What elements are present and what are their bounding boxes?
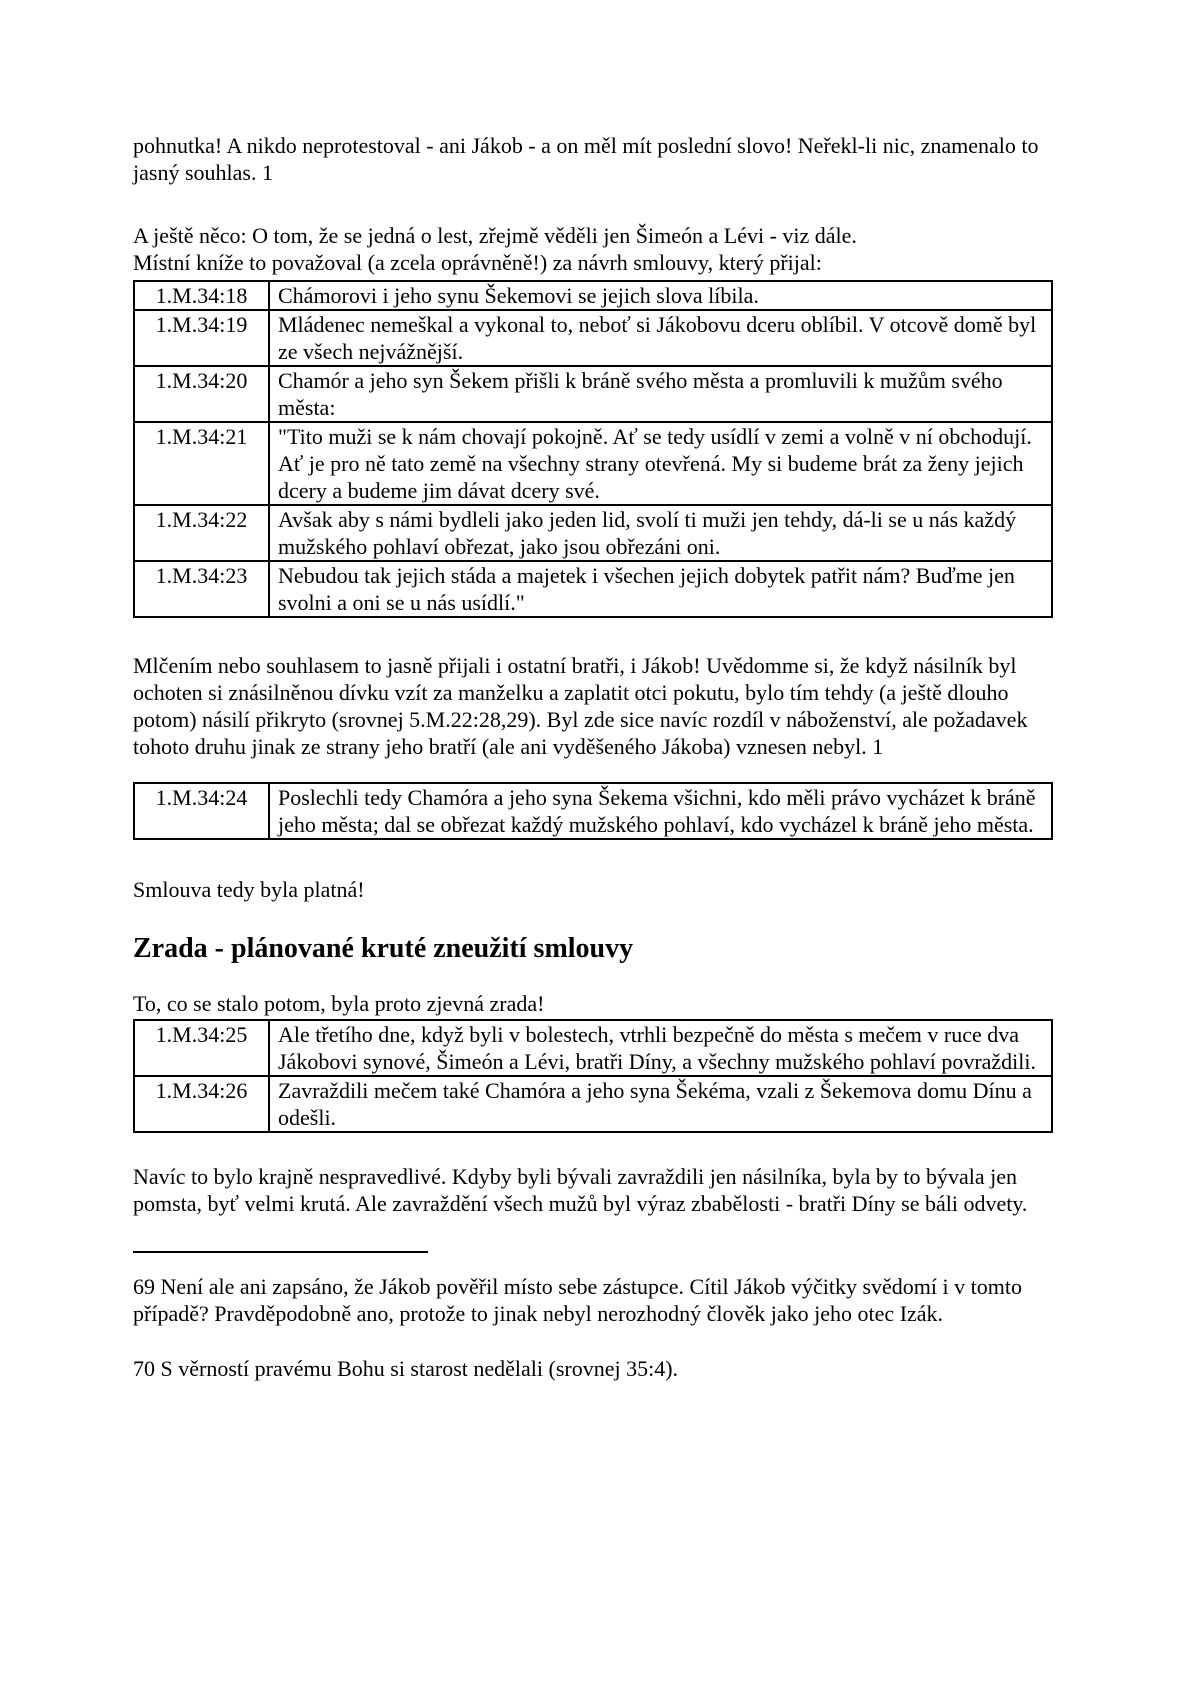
verse-ref-cell: 1.M.34:19 (134, 310, 269, 366)
verse-row-34-23 (134, 561, 1052, 617)
verse-text-cell: Chámorovi i jeho synu Šekemovi se jejich slova líbila. (269, 281, 1052, 310)
paragraph-betrayal-intro: To, co se stalo potom, byla proto zjevná zrada! (133, 991, 545, 1016)
verse-text-cell: Ale třetího dne, když byli v bolestech, vtrhli bezpečně do města s mečem v ruce dva Jákobovi synové, Šimeón a Lévi, bratři Díny, a všechny mužského pohlaví povraždili. (269, 1020, 1052, 1076)
paragraph-silence: Mlčením nebo souhlasem to jasně přijali i ostatní bratři, i Jákob! Uvědomme si, že když násilník byl ochoten si znásilněnou dívku vzít za manželku a zaplatit otci pokutu, bylo tím tehdy (a ještě dlouho potom) násilí přikryto (srovnej 5.M.22:28,29). Byl zde sice navíc rozdíl v náboženství, ale požadavek tohoto druhu jinak ze strany jeho bratří (ale ani vyděšeného Jákoba) vznesen nebyl. 1 (133, 653, 1028, 759)
verse-row-34-26 (134, 1076, 1052, 1132)
verse-row-34-24 (134, 783, 1052, 839)
verse-row-34-20 (134, 366, 1052, 422)
verse-row-34-25 (134, 1020, 1052, 1076)
document-content (133, 0, 1053, 1382)
verse-text-cell: Mládenec nemeškal a vykonal to, neboť si Jákobovu dceru oblíbil. V otcově domě byl ze všech nejvážnější. (269, 310, 1052, 366)
verse-text-cell: "Tito muži se k nám chovají pokojně. Ať se tedy usídlí v zemi a volně v ní obchodují. Ať je pro ně tato země na všechny strany otevřená. My si budeme brát za ženy jejich dcery a budeme jim dávat dcery své. (269, 422, 1052, 505)
paragraph-contract-valid: Smlouva tedy byla platná! (133, 877, 365, 902)
verse-table-obedience (133, 782, 1053, 840)
verse-text-cell: Poslechli tedy Chamóra a jeho syna Šekema všichni, kdo měli právo vycházet k bráně jeho města; dal se obřezat každý mužského pohlaví, kdo vycházel k bráně jeho města. (269, 783, 1052, 839)
verse-ref-cell: 1.M.34:18 (134, 281, 269, 310)
verse-ref-cell: 1.M.34:20 (134, 366, 269, 422)
verse-ref-cell: 1.M.34:24 (134, 783, 269, 839)
verse-table-betrayal (133, 1019, 1053, 1133)
footnote-69: 69 Není ale ani zapsáno, že Jákob pověřil místo sebe zástupce. Cítil Jákob výčitky svědomí i v tomto případě? Pravděpodobně ano, protože to jinak nebyl nerozhodný člověk jako jeho otec Izák. (133, 1274, 1022, 1326)
verse-row-34-18 (134, 281, 1052, 310)
verse-table-agreement (133, 280, 1053, 618)
verse-ref-cell: 1.M.34:26 (134, 1076, 269, 1132)
verse-row-34-21 (134, 422, 1052, 505)
paragraph-lest-line-1: A ještě něco: O tom, že se jedná o lest, zřejmě věděli jen Šimeón a Lévi - viz dále. (133, 223, 857, 248)
paragraph-intro: pohnutka! A nikdo neprotestoval - ani Jákob - a on měl mít poslední slovo! Neřekl-li nic, znamenalo to jasný souhlas. 1 (133, 133, 1039, 185)
verse-ref-cell: 1.M.34:22 (134, 505, 269, 561)
verse-ref-cell: 1.M.34:25 (134, 1020, 269, 1076)
paragraph-unjust: Navíc to bylo krajně nespravedlivé. Kdyby byli bývali zavraždili jen násilníka, byla by to bývala jen pomsta, byť velmi krutá. Ale zavraždění všech mužů byl výraz zbabělosti - bratři Díny se báli odvety. (133, 1164, 1028, 1216)
verse-text-cell: Chamór a jeho syn Šekem přišli k bráně svého města a promluvili k mužům svého města: (269, 366, 1052, 422)
verse-ref-cell: 1.M.34:21 (134, 422, 269, 505)
paragraph-lest-line-2: Místní kníže to považoval (a zcela oprávněně!) za návrh smlouvy, který přijal: (133, 250, 822, 275)
footnote-separator (133, 1251, 428, 1253)
verse-text-cell: Zavraždili mečem také Chamóra a jeho syna Šekéma, vzali z Šekemova domu Dínu a odešli. (269, 1076, 1052, 1132)
verse-text-cell: Nebudou tak jejich stáda a majetek i všechen jejich dobytek patřit nám? Buďme jen svolni a oni se u nás usídlí." (269, 561, 1052, 617)
verse-text-cell: Avšak aby s námi bydleli jako jeden lid, svolí ti muži jen tehdy, dá-li se u nás každý mužského pohlaví obřezat, jako jsou obřezáni oni. (269, 505, 1052, 561)
verse-row-34-22 (134, 505, 1052, 561)
paragraph-lest (133, 222, 1053, 276)
verse-row-34-19 (134, 310, 1052, 366)
verse-ref-cell: 1.M.34:23 (134, 561, 269, 617)
section-heading-betrayal: Zrada - plánované kruté zneužití smlouvy (133, 933, 634, 964)
footnote-70: 70 S věrností pravému Bohu si starost nedělali (srovnej 35:4). (133, 1356, 679, 1381)
